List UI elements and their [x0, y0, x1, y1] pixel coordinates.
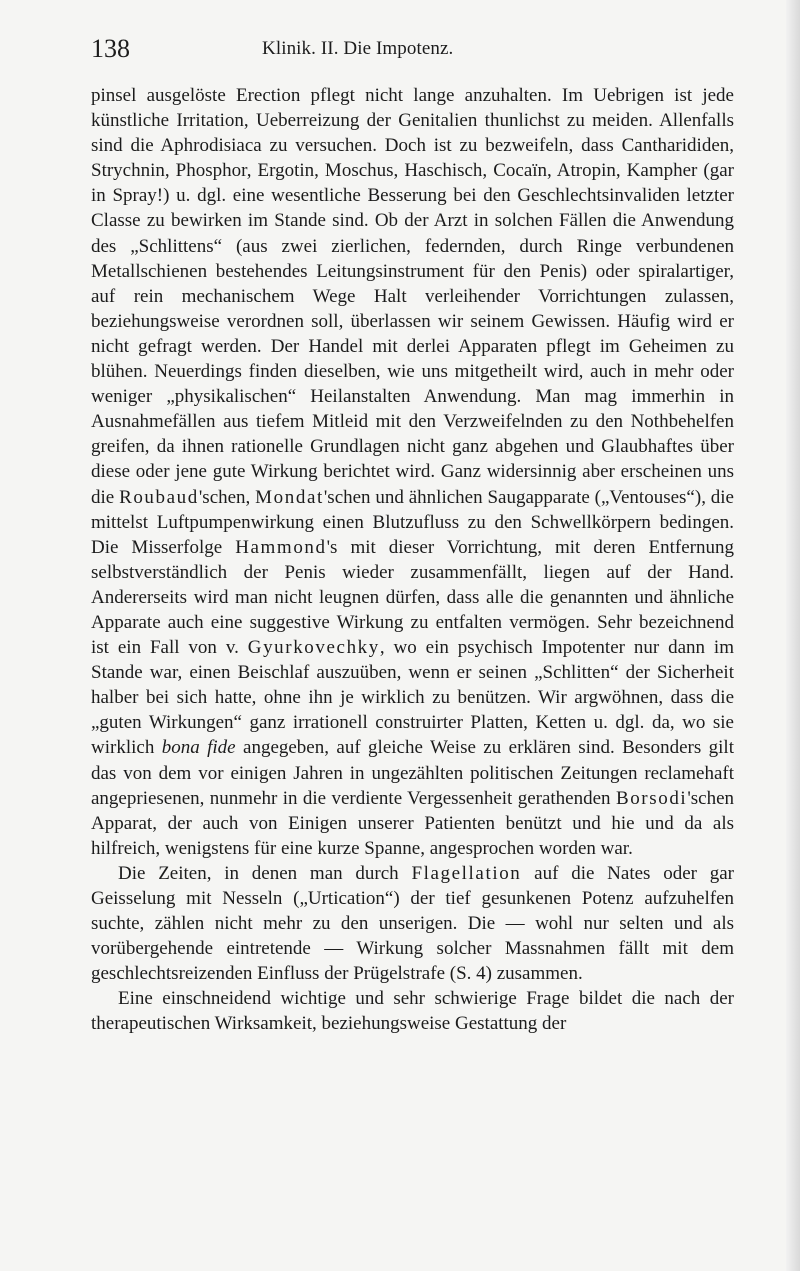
author-name: Borsodi	[615, 787, 688, 809]
text-run: auf die Nates oder gar Geisselung mit Nesseln („Urtication“) der tief gesunkenen Potenz aufzuhelfen suchte, zählen nicht mehr zu den unserigen. Die — wohl nur selten und als vorübergehende eintretende — Wirkung solcher Massnahmen fällt mit dem geschlechtsreizenden Einfluss der Prügelstrafe (S. 4) zusammen.	[91, 862, 734, 985]
text-run: pinsel ausgelöste Erection pflegt nicht lange anzuhalten. Im Uebrigen ist jede künstliche Irritation, Ueberreizung der Genitalien thunlichst zu meiden. Allenfalls sind die Aphrodisiaca zu versuchen. Doch ist zu bezweifeln, dass Cantharididen, Strychnin, Phosphor, Ergotin, Moschus, Haschisch, Cocaïn, Atropin, Kampher (gar in Spray!) u. dgl. eine wesentliche Besserung bei den Geschlechtsinvaliden letzter Classe zu bewirken im Stande sind. Ob der Arzt in solchen Fällen die Anwendung des „Schlittens“ (aus zwei zierlichen, federnden, durch Ringe verbundenen Metallschienen bestehendes Leitungsinstrument für den Penis) oder spiralartiger, auf rein mechanischem Wege Halt verleihender Vorrichtungen zulassen, beziehungsweise verordnen soll, überlassen wir seinem Gewissen. Häufig wird er nicht gefragt werden. Der Handel mit derlei Apparaten pflegt im Geheimen zu blühen. Neuerdings finden dieselben, wie uns mitgetheilt wird, auch in mehr oder weniger „physikalischen“ Heilanstalten Anwendung. Man mag immerhin in Ausnahmefällen aus tiefem Mitleid mit den Verzweifelnden zu den Nothbehelfen greifen, da ihnen rationelle Grundlagen nicht ganz abgehen und Glaubhaftes über diese oder jene gute Wirkung berichtet wird. Ganz widersinnig aber erscheinen uns die	[91, 85, 734, 508]
text-run: Eine einschneidend wichtige und sehr schwierige Frage bildet die nach der therapeutischen Wirksamkeit, beziehungsweise Gestattung der	[91, 988, 734, 1035]
paragraph-3	[91, 986, 734, 1036]
text-run: Die Zeiten, in denen man durch	[118, 862, 412, 884]
page-edge-shadow	[786, 0, 800, 1271]
text-run: angegeben, auf gleiche Weise zu erklären sind. Besonders gilt das von dem vor einigen Jahren in ungezählten politischen Zeitungen reclamehaft angepriesenen, nunmehr in die verdiente Vergessenheit gerathenden	[91, 737, 734, 809]
running-head: Klinik. II. Die Impotenz.	[262, 38, 454, 59]
body-text	[91, 83, 734, 1037]
page-number: 138	[91, 34, 130, 63]
paragraph-1	[91, 83, 734, 861]
text-run: 's mit dieser Vorrichtung, mit deren Entfernung selbstverständlich der Penis wieder zusammenfällt, liegen auf der Hand. Andererseits wird man nicht leugnen dürfen, dass alle die genannten und ähnliche Apparate auch eine suggestive Wirkung zu entfalten vermögen. Sehr bezeichnend ist ein Fall von v.	[91, 536, 734, 659]
text-run: 'schen Apparat, der auch von Einigen unserer Patienten benützt und hie und da als hilfreich, wenigstens für eine kurze Spanne, angesprochen worden war.	[91, 787, 734, 859]
author-name: Roubaud	[119, 486, 199, 508]
author-name: Mondat	[255, 486, 324, 508]
author-name: Hammond	[235, 536, 327, 558]
page-header	[91, 34, 731, 64]
italic-phrase: bona fide	[161, 737, 236, 759]
text-run: 'schen,	[198, 486, 256, 508]
emphasized-term: Flagellation	[411, 862, 522, 884]
author-name: Gyurkovechky	[247, 637, 380, 659]
paragraph-2	[91, 861, 734, 986]
text-run: , wo ein psychisch Impotenter nur dann im Stande war, einen Beischlaf auszuüben, wenn er seinen „Schlitten“ der Sicherheit halber bei sich hatte, ohne ihn je wirklich zu benützen. Wir argwöhnen, dass die „guten Wirkungen“ ganz irrationell construirter Platten, Ketten u. dgl. da, wo sie wirklich	[91, 637, 734, 759]
text-run: 'schen und ähnlichen Saugapparate („Ventouses“), die mittelst Luftpumpenwirkung einen Blutzufluss zu den Schwellkörpern bedingen. Die Misserfolge	[91, 486, 734, 558]
